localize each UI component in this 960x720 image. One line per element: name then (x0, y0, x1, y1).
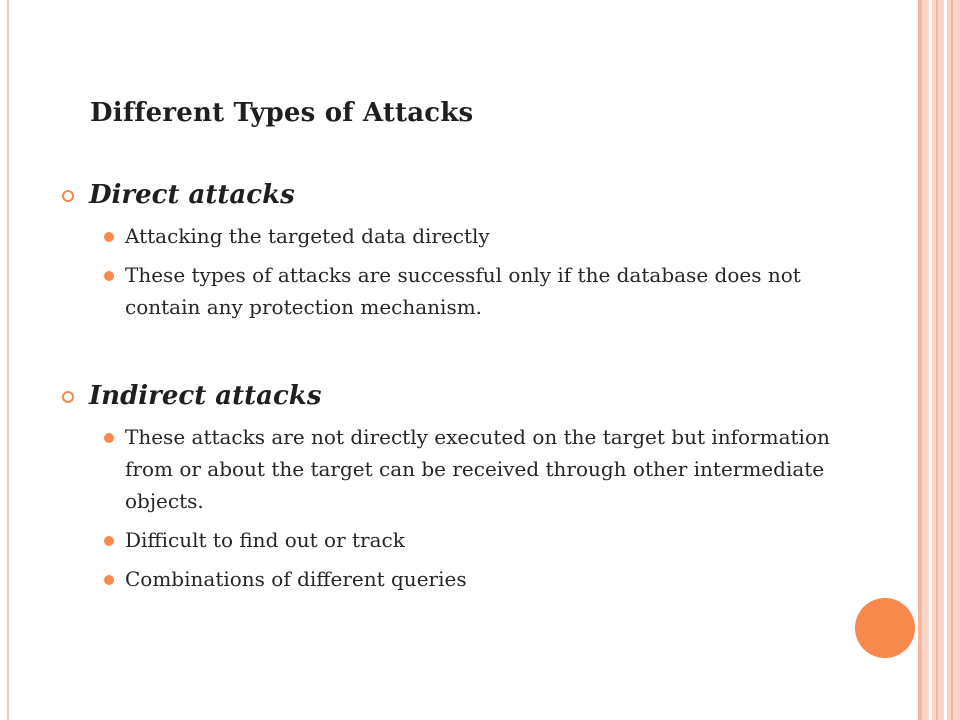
bullet-dot-icon (104, 232, 114, 242)
slide-title: Different Types of Attacks (90, 98, 474, 128)
list-item-text: Attacking the targeted data directly (125, 224, 490, 248)
decorative-stripe (918, 0, 922, 720)
decorative-stripe (951, 0, 953, 720)
bullet-dot-icon (104, 271, 114, 281)
bullet-dot-icon (104, 536, 114, 546)
list-item (62, 259, 842, 323)
decorative-circle (855, 598, 915, 658)
section-indirect-attacks (62, 379, 842, 595)
bullet-list (62, 421, 842, 595)
list-item (62, 220, 842, 252)
decorative-stripe (936, 0, 938, 720)
ring-bullet-icon (62, 391, 74, 403)
section-heading-text: Direct attacks (89, 180, 295, 210)
list-item (62, 524, 842, 556)
list-item-text: These types of attacks are successful only if the database does not contain any protection mechanism. (125, 263, 801, 319)
bullet-dot-icon (104, 575, 114, 585)
right-decorative-stripes (918, 0, 960, 720)
section-direct-attacks (62, 178, 842, 323)
bullet-dot-icon (104, 433, 114, 443)
section-heading (62, 379, 842, 413)
section-heading (62, 178, 842, 212)
list-item (62, 563, 842, 595)
left-border-line (7, 0, 9, 720)
list-item (62, 421, 842, 517)
ring-bullet-icon (62, 190, 74, 202)
list-item-text: These attacks are not directly executed on the target but information from or about the target can be received through other intermediate objects. (125, 425, 830, 513)
bullet-list (62, 220, 842, 323)
list-item-text: Difficult to find out or track (125, 528, 405, 552)
list-item-text: Combinations of different queries (125, 567, 467, 591)
decorative-stripe (944, 0, 947, 720)
decorative-stripe (929, 0, 932, 720)
section-heading-text: Indirect attacks (89, 381, 322, 411)
